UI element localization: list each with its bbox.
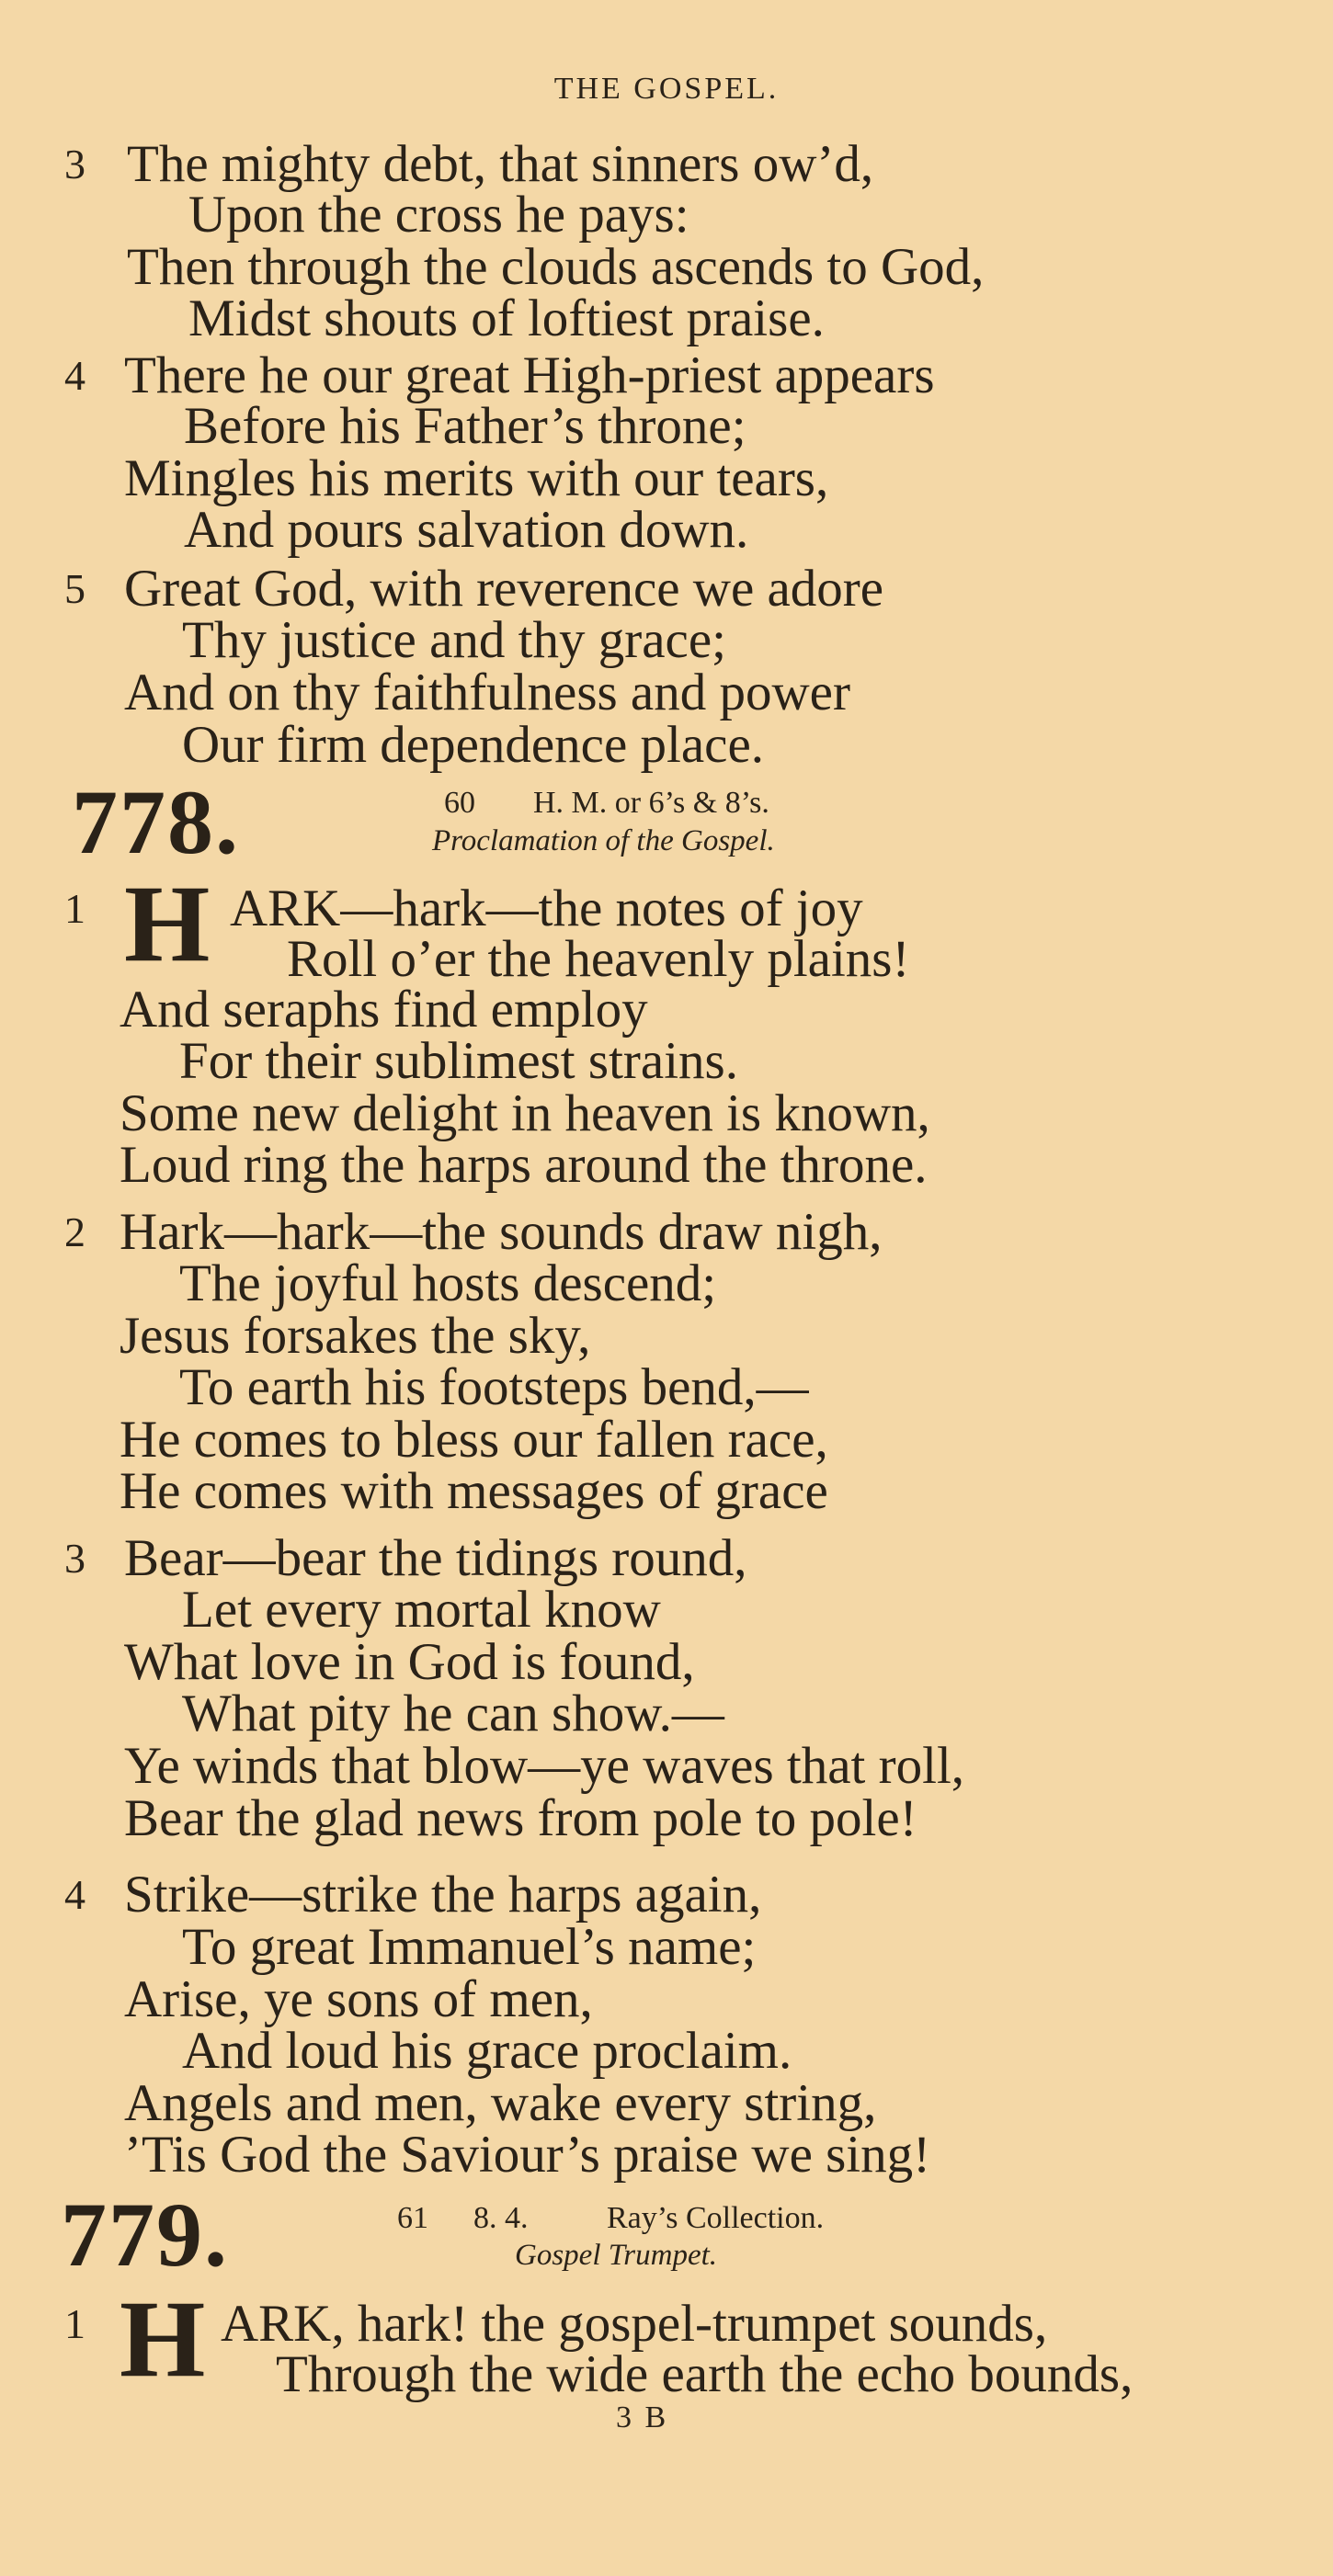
verse-line: Bear—bear the tidings round,	[124, 1529, 747, 1587]
verse-line: Mingles his merits with our tears,	[124, 449, 829, 507]
stanza-number: 4	[64, 352, 85, 399]
verse-line: Loud ring the harps around the throne.	[120, 1136, 928, 1194]
page-header: THE GOSPEL.	[553, 72, 780, 106]
stanza-number: 4	[64, 1871, 85, 1918]
stanza-number: 2	[64, 1209, 85, 1255]
verse-line: Roll o’er the heavenly plains!	[287, 930, 910, 988]
verse-line: Our firm dependence place.	[182, 716, 765, 774]
verse-line: Hark—hark—the sounds draw nigh,	[120, 1203, 883, 1261]
stanza-number: 1	[64, 2300, 85, 2347]
verse-line: Ye winds that blow—ye waves that roll,	[124, 1737, 965, 1795]
verse-line: Midst shouts of loftiest praise.	[188, 289, 825, 347]
verse-line: The mighty debt, that sinners ow’d,	[127, 135, 874, 193]
verse-line: And seraphs find employ	[120, 981, 648, 1038]
verse-line: To earth his footsteps bend,—	[179, 1358, 809, 1416]
verse-line: He comes with messages of grace	[120, 1462, 828, 1520]
verse-line: Arise, ye sons of men,	[124, 1970, 593, 2028]
hymn-number: 779.	[61, 2184, 229, 2286]
verse-line: ARK—hark—the notes of joy	[230, 879, 863, 937]
verse-line: There he our great High-priest appears	[124, 346, 935, 404]
verse-line: What pity he can show.—	[182, 1685, 724, 1742]
stanza-number: 3	[64, 141, 85, 187]
hymn-number: 778.	[72, 771, 240, 873]
verse-line: ’Tis God the Saviour’s praise we sing!	[124, 2126, 931, 2184]
stanza-number: 5	[64, 565, 85, 612]
tune-number: 61	[397, 2201, 428, 2235]
verse-line: Before his Father’s throne;	[184, 397, 746, 455]
verse-line: Bear the glad news from pole to pole!	[124, 1789, 917, 1847]
page-footer: 3 B	[616, 2400, 669, 2434]
verse-line: And on thy faithfulness and power	[124, 664, 850, 721]
verse-line: Through the wide earth the echo bounds,	[276, 2345, 1134, 2403]
stanza-number: 3	[64, 1535, 85, 1582]
hymn-title: Proclamation of the Gospel.	[432, 824, 775, 857]
verse-line: Let every mortal know	[182, 1581, 661, 1639]
verse-line: Great God, with reverence we adore	[124, 560, 884, 618]
verse-line: The joyful hosts descend;	[179, 1254, 717, 1312]
verse-line: Strike—strike the harps again,	[124, 1866, 762, 1923]
verse-line: To great Immanuel’s name;	[182, 1918, 757, 1976]
verse-line: What love in God is found,	[124, 1633, 695, 1691]
verse-line: Thy justice and thy grace;	[182, 611, 726, 669]
verse-line: Upon the cross he pays:	[188, 186, 689, 244]
verse-line: And pours salvation down.	[184, 501, 749, 559]
verse-line: Angels and men, wake every string,	[124, 2074, 877, 2132]
verse-line: Then through the clouds ascends to God,	[127, 238, 985, 296]
drop-cap: H	[120, 2277, 206, 2400]
verse-line: And loud his grace proclaim.	[182, 2022, 792, 2080]
verse-line: For their sublimest strains.	[179, 1032, 738, 1090]
verse-line: ARK, hark! the gospel-trumpet sounds,	[221, 2295, 1048, 2353]
drop-cap: H	[124, 862, 211, 984]
meter: H. M. or 6’s & 8’s.	[533, 786, 769, 820]
stanza-number: 1	[64, 885, 85, 932]
meter: 8. 4.	[473, 2201, 529, 2235]
tune-number: 60	[444, 786, 475, 820]
hymn-title: Gospel Trumpet.	[515, 2239, 718, 2272]
verse-line: Jesus forsakes the sky,	[120, 1307, 591, 1365]
verse-line: He comes to bless our fallen race,	[120, 1411, 828, 1469]
verse-line: Some new delight in heaven is known,	[120, 1084, 930, 1142]
source: Ray’s Collection.	[607, 2201, 825, 2235]
